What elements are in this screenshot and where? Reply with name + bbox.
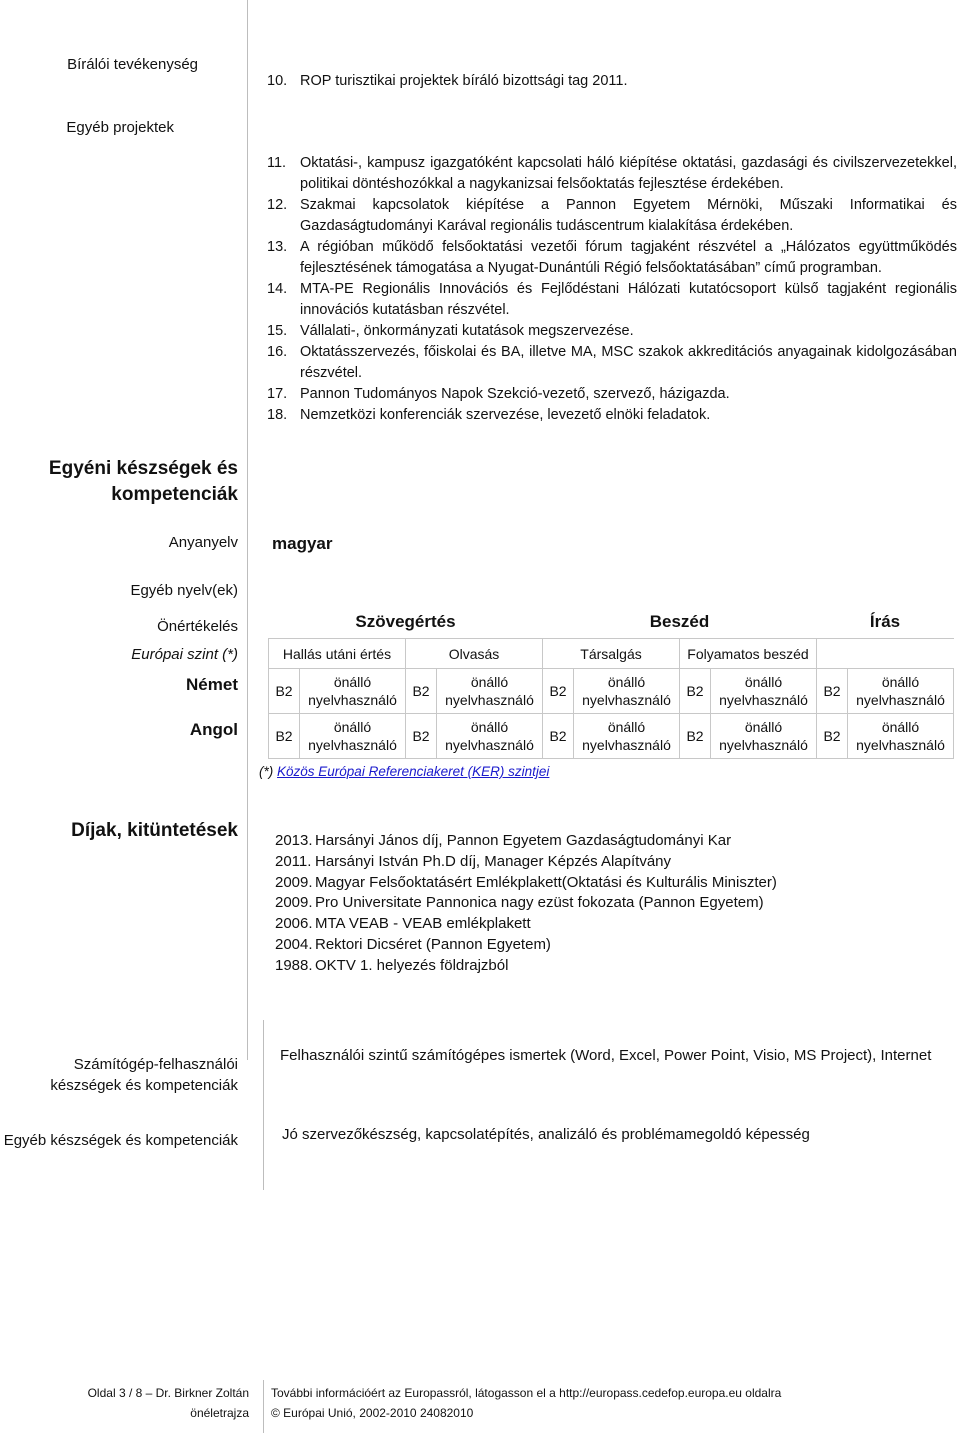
level-description: önálló nyelvhasználó	[711, 714, 817, 759]
list-item	[275, 831, 777, 852]
list-item	[275, 873, 777, 894]
table-header-row	[269, 606, 954, 639]
column-divider-footer	[263, 1380, 264, 1433]
european-level-label: Európai szint (*)	[131, 646, 238, 663]
awards-title: Díjak, kitüntetések	[71, 820, 238, 841]
list-item-text: A régióban működő felsőoktatási vezetői fórum tagjaként részvétel a „Hálózatos együttműködés fejlesztésének támogatása a Nyugat-Dunántúli Régió felsőoktatásában” című programban.	[300, 239, 957, 276]
awards-list	[275, 831, 777, 977]
level-code: B2	[269, 669, 300, 714]
level-code: B2	[680, 669, 711, 714]
level-description: önálló nyelvhasználó	[437, 669, 543, 714]
table-subheader-row	[269, 639, 954, 669]
list-item-number: 15.	[267, 323, 288, 339]
list-item	[267, 237, 957, 279]
list-item-text: Nemzetközi konferenciák szervezése, levezető elnöki feladatok.	[300, 407, 711, 423]
level-description: önálló nyelvhasználó	[574, 714, 680, 759]
award-year: 2011.	[275, 852, 312, 870]
list-item	[267, 279, 957, 321]
list-item	[267, 195, 957, 237]
mother-tongue-label: Anyanyelv	[168, 534, 238, 551]
award-year: 1988.	[275, 956, 313, 974]
language-name-english: Angol	[189, 720, 238, 739]
list-item-text: Pannon Tudományos Napok Szekció-vezető, szervező, házigazda.	[300, 386, 730, 402]
referee-list	[267, 71, 957, 92]
subheader-listening: Hallás utáni értés	[269, 639, 406, 669]
computer-skills-label	[50, 1054, 238, 1096]
list-item-text: Oktatásszervezés, főiskolai és BA, illetve MA, MSC szakok akkreditációs anyagainak kidolgozásában részvétel.	[300, 344, 957, 381]
footer-page-info	[88, 1383, 249, 1423]
list-item-text: MTA-PE Regionális Innovációs és Fejlődéstani Hálózati kutatócsoport külső tagjaként regionális innovációs kutatásban részvétel.	[300, 281, 957, 318]
list-item-number: 18.	[267, 407, 288, 423]
award-text: MTA VEAB - VEAB emlékplakett	[315, 915, 531, 933]
level-code: B2	[406, 714, 437, 759]
footer-europass-info	[271, 1383, 781, 1423]
level-code: B2	[680, 714, 711, 759]
other-projects-list	[267, 153, 957, 426]
award-year: 2004.	[275, 935, 313, 953]
subheader-reading: Olvasás	[406, 639, 543, 669]
list-item	[275, 956, 777, 977]
level-code: B2	[406, 669, 437, 714]
award-year: 2009.	[275, 873, 313, 891]
computer-skills-label-line1: Számítógép-felhasználói	[73, 1056, 238, 1073]
other-skills-value: Jó szervezőkészség, kapcsolatépítés, analizáló és problémamegoldó képesség	[282, 1126, 810, 1143]
header-comprehension: Szövegértés	[355, 612, 456, 631]
level-code: B2	[817, 669, 848, 714]
language-footnote	[259, 764, 549, 779]
level-description: önálló nyelvhasználó	[711, 669, 817, 714]
other-languages-label: Egyéb nyelv(ek)	[130, 582, 238, 599]
table-row	[269, 714, 954, 759]
language-name-german: Német	[186, 675, 238, 694]
header-writing: Írás	[869, 612, 901, 631]
footer-page-number: Oldal 3 / 8 – Dr. Birkner Zoltán	[87, 1386, 249, 1400]
list-item-text: Szakmai kapcsolatok kiépítése a Pannon Egyetem Mérnöki, Műszaki Informatikai és Gazdaságtudományi Karával regionális tudáscentrum kialakítása érdekében.	[300, 197, 957, 234]
level-code: B2	[269, 714, 300, 759]
ker-levels-link[interactable]: Közös Európai Referenciakeret (KER) szintjei	[277, 764, 550, 779]
footnote-prefix: (*)	[259, 764, 274, 779]
list-item-number: 16.	[267, 344, 288, 360]
self-assessment-label: Önértékelés	[157, 618, 238, 635]
list-item	[267, 384, 957, 405]
subheader-interaction: Társalgás	[543, 639, 680, 669]
list-item-number: 13.	[267, 239, 288, 255]
list-item	[267, 405, 957, 426]
list-item	[267, 342, 957, 384]
list-item	[275, 914, 777, 935]
award-text: Harsányi István Ph.D díj, Manager Képzés Alapítvány	[315, 852, 672, 870]
list-item-number: 17.	[267, 386, 288, 402]
footer-page-subtitle: önéletrajza	[190, 1406, 249, 1420]
level-code: B2	[817, 714, 848, 759]
award-year: 2009.	[275, 894, 313, 912]
list-item-text: Vállalati-, önkormányzati kutatások megszervezése.	[300, 323, 634, 339]
other-projects-label: Egyéb projektek	[66, 119, 174, 136]
table-row	[269, 669, 954, 714]
mother-tongue-value: magyar	[272, 534, 333, 553]
level-description: önálló nyelvhasználó	[300, 714, 406, 759]
list-item	[275, 893, 777, 914]
award-text: Pro Universitate Pannonica nagy ezüst fokozata (Pannon Egyetem)	[315, 894, 764, 912]
award-year: 2013.	[275, 832, 313, 849]
level-description: önálló nyelvhasználó	[848, 714, 954, 759]
list-item	[275, 935, 777, 956]
level-description: önálló nyelvhasználó	[437, 714, 543, 759]
list-item-number: 12.	[267, 197, 288, 213]
award-text: Harsányi János díj, Pannon Egyetem Gazdaságtudományi Kar	[315, 832, 732, 849]
subheader-production: Folyamatos beszéd	[680, 639, 817, 669]
list-item-number: 14.	[267, 281, 288, 297]
level-code: B2	[543, 669, 574, 714]
other-skills-label: Egyéb készségek és kompetenciák	[3, 1132, 238, 1149]
header-speaking: Beszéd	[649, 612, 710, 631]
level-code: B2	[543, 714, 574, 759]
footer-copyright: © Európai Unió, 2002-2010 24082010	[271, 1406, 474, 1420]
list-item	[267, 153, 957, 195]
language-skills-table	[268, 606, 954, 759]
list-item-text: Oktatási-, kampusz igazgatóként kapcsolati háló kiépítése oktatási, gazdasági és civilszervezetekkel, politikai döntéshozókkal a nagykanizsai felsőoktatás fejlesztése érdekében.	[300, 155, 957, 192]
computer-skills-label-line2: készségek és kompetenciák	[50, 1077, 238, 1094]
list-item-number: 10.	[267, 73, 288, 89]
level-description: önálló nyelvhasználó	[848, 669, 954, 714]
subheader-writing	[817, 639, 954, 669]
award-text: Rektori Dicséret (Pannon Egyetem)	[315, 935, 551, 953]
list-item-text: ROP turisztikai projektek bíráló bizottsági tag 2011.	[300, 73, 628, 89]
award-text: OKTV 1. helyezés földrajzból	[315, 956, 509, 974]
column-divider-bottom	[263, 1020, 264, 1190]
list-item	[267, 71, 957, 92]
level-description: önálló nyelvhasználó	[574, 669, 680, 714]
award-text: Magyar Felsőoktatásért Emlékplakett(Oktatási és Kulturális Miniszter)	[315, 873, 777, 891]
skills-title: Egyéni készségek és kompetenciák	[48, 458, 238, 505]
referee-label: Bírálói tevékenység	[67, 56, 198, 73]
list-item	[267, 321, 957, 342]
footer-info-text: További információért az Europassról, látogasson el a http://europass.cedefop.europa.eu oldalra	[271, 1386, 782, 1400]
award-year: 2006.	[275, 915, 313, 933]
computer-skills-value: Felhasználói szintű számítógépes ismertek (Word, Excel, Power Point, Visio, MS Project), Internet	[280, 1047, 932, 1064]
list-item-number: 11.	[267, 155, 287, 171]
list-item	[275, 852, 777, 873]
level-description: önálló nyelvhasználó	[300, 669, 406, 714]
column-divider-top	[247, 0, 248, 1060]
